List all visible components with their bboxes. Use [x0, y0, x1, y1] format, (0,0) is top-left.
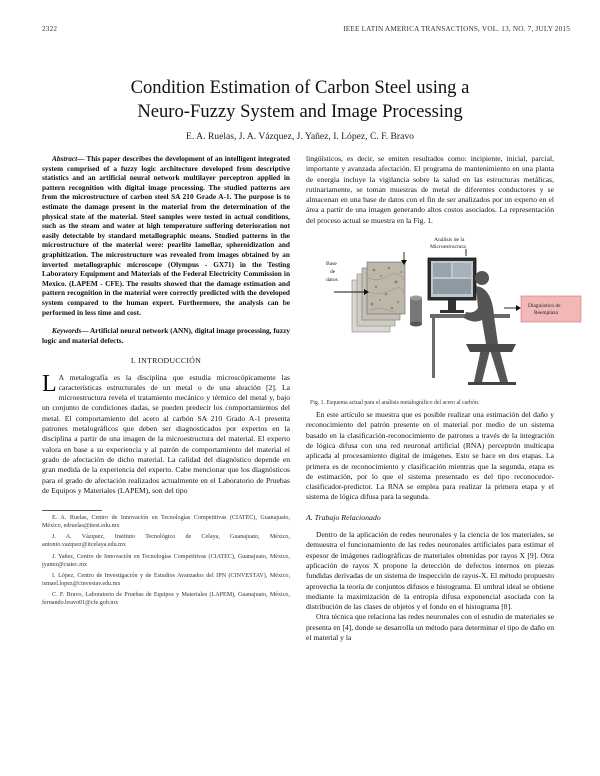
abstract-label: Abstract — [52, 154, 78, 163]
keywords — [42, 326, 290, 345]
figure-1 — [306, 232, 561, 410]
paragraph-related-work-1: Dentro de la aplicación de redes neuronales y la ciencia de los materiales, se demuestra el funcionamiento de las redes neuronales artificiales para estimar el espesor de imágenes radiográficas de materiales obtenidas por rayos X [9]. Otra aplicación de rayos X propone la detección de defectos internos en piezas fundidas derivadas de un sistema de inspección de rayos-X. El método propuesto aprovecha la teoría de conjuntos difusos e histograma. El umbral ideal se obtiene mediante la maximización de la entropía difusa exponencial asociada con la distribución de las clases de objetos y el fondo en el histograma [8]. — [306, 530, 554, 612]
analysis-label-2: Microestructura — [430, 244, 466, 251]
paper-title — [40, 76, 560, 124]
intro-text: A metalografía es la disciplina que estudia microscópicamente las características estructurales de un metal o de una aleación [2]. La microestructura revela el tratamiento mecánico y térmico del metal y, bajo un conjunto de condiciones dadas, se pueden predecir los comportamientos del metal. El comportamiento del acero al carbón SA 210 Grado A-1 presenta patrones metalográficos que deben ser diagnosticados por expertos en la disciplina a partir de una imagen de la microestructura del material. El experto valora en base a su experiencia y al patrón de comportamiento del material el grado de afectación de dicho material. La calidad del diagnóstico depende en gran medida de la experiencia del experto. Cabe mencionar que los diagnósticos para el grado de afectación realizados actualmente en el Laboratorio de Pruebas de Equipos y Materiales (LAPEM), son del tipo — [42, 372, 290, 495]
paragraph-proposal: En este artículo se muestra que es posible realizar una estimación del daño y reconocimiento del patrón presente en el material por medio de un sistema basado en la clasificación-reconocimiento de patrones a través de la integración de lógica difusa con una red neuronal artificial (RNA) perceptrón multicapa aplicada al procesamiento digital de imágenes. Esto se hace en dos etapas. La primera es de reconocimiento y clasificación mientras que la segunda, etapa es de estimación, por lo que el sistema presentado es del tipo reconocedor-clasificador-predictor. La RNA se emplea para realizar la primera etapa y el sistema de lógica difusa para la segunda. — [306, 410, 554, 502]
database-label-1: Base — [326, 261, 337, 268]
section-heading-introduction: I. INTRODUCCIÓN — [130, 356, 202, 366]
footnote-author-3: J. Yañez, Centro de Innovación en Tecnologías Competitivas (CIATEC), Guanajuato, México, jyanez@ciatec.mx — [42, 553, 290, 568]
footnote-author-1: E. A. Ruelas, Centro de Innovación en Tecnologías Competitivas (CIATEC), Guanajuato, México, edruelas@itesi.edu.mx — [42, 515, 290, 530]
database-icon — [410, 296, 422, 327]
intro-paragraph — [42, 370, 290, 497]
analysis-label-1: Análisis de la — [434, 237, 465, 244]
left-column — [42, 154, 290, 607]
author-list: E. A. Ruelas, J. A. Vázquez, J. Yañez, I. López, C. F. Bravo — [186, 131, 414, 142]
abstract-text: This paper describes the development of an intelligent integrated system comprised of a fuzzy logic architecture developed from descriptive statistics and an artificial neural network multilayer perceptron applied in pattern recognition with digital image processing. The studied patterns are from the microstructure of carbon steel SA 210 Grade A-1. The purpose is to estimate the damage present in the material from the determination of the physical state of the material. Steel samples were tested in actual conditions, such as the steam and water at high temperature suffering deterioration not easily detectable by standard metallographic means. Studied patterns in the microstructure of the material were: pearlite lamellar, spheroidization and graphitization. The microstructure was revealed from images obtained by an inverted metallographic microscope (Olympus - GX71) in the Testing Laboratory Equipment and Materials of the Federal Electricity Commission in Mexico. (LAPEM - CFE). The results showed that the damage estimation and pattern recognition in the material were correctly predicted with the developed system compared to the human expert. Furthermore, the analysis can be performed in less time and cost. — [42, 154, 290, 317]
diagnosis-box — [521, 296, 581, 322]
drop-cap: L — [42, 370, 57, 397]
abstract-dash: — — [77, 154, 87, 163]
page-number: 2322 — [42, 25, 58, 33]
journal-running-header: IEEE LATIN AMERICA TRANSACTIONS, VOL. 13, NO. 7, JULY 2015 — [343, 25, 570, 33]
abstract — [42, 154, 290, 317]
diagnosis-label-2: Reemplazo — [534, 310, 559, 317]
database-label-3: datos — [326, 277, 338, 284]
footnote-author-4: I. López, Centro de Investigación y de Estudios Avanzados del IPN (CINVESTAV), México, ismael.lopez@cinvestav.edu.mx — [42, 572, 290, 587]
figure-1-diagram — [306, 232, 561, 396]
keywords-label: Keywords — [52, 326, 82, 336]
paragraph-related-work-2: Otra técnica que relaciona las redes neuronales con el estudio de materiales se presenta en [4], donde se desarrolla un método para determinar el tipo de daño en el material y la — [306, 612, 554, 643]
subsection-heading-related-work: A. Trabajo Relacionado — [306, 512, 381, 522]
title-line-1: Condition Estimation of Carbon Steel using a — [130, 77, 470, 98]
figure-1-caption: Fig. 1. Esquema actual para el análisis metalográfico del acero al carbón. — [310, 400, 480, 407]
micrograph-stack — [352, 262, 405, 332]
keywords-text: Artificial neural network (ANN), digital image processing, fuzzy logic and material defects. — [42, 326, 290, 345]
paragraph-current-process: lingüísticos, es decir, se emiten resultados como: incipiente, inicial, parcial, importante y avanzada afectación. El programa de mantenimiento en una planta de energía incluye la vigilancia sobre la salud en las estructuras metálicas, rutinariamente, se toman muestras de metal de diferentes conductores y se almacenan en una base de datos con el fin de ser analizados por un experto en el área a partir de una imagen generando altos costos asociados. La representación del proceso actual se muestra en la Fig. 1. — [306, 154, 554, 225]
right-column — [306, 154, 561, 643]
diagnosis-label-1: Diagnóstico de — [528, 303, 561, 310]
footnote-author-5: C. F. Bravo, Laboratorio de Pruebas de Equipos y Materiales (LAPEM), Guanajuato, México, fernando.bravo01@cfe.gob.mx — [42, 591, 290, 606]
footnote-author-2: J. A. Vázquez, Instituto Tecnológico de Celaya, Guanajuato, México, antonio.vazquez@itcelaya.edu.mx — [42, 534, 290, 549]
title-line-2: Neuro-Fuzzy System and Image Processing — [137, 101, 463, 122]
monitor-icon — [428, 258, 476, 313]
database-label-2: de — [330, 269, 336, 276]
keywords-dash: — — [81, 326, 90, 336]
footnote-rule — [42, 510, 102, 511]
